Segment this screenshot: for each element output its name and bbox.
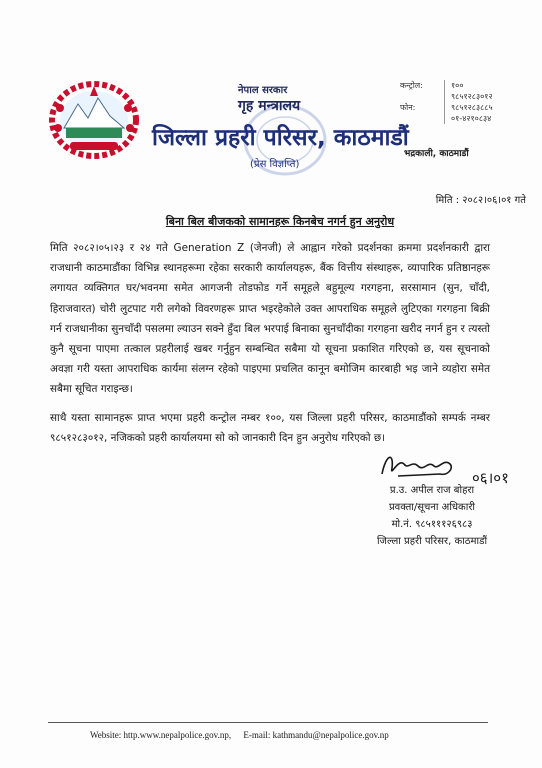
footer-website: Website: http.www.nepalpolice.gov.np,: [90, 730, 232, 740]
office-name-heading: जिल्ला प्रहरी परिसर, काठमाडौं: [152, 125, 409, 151]
control-number: १००: [451, 81, 464, 90]
body-paragraph-1: मिति २०८२।०५।२३ र २४ गते Generation Z (जेनजी) ले आह्वान गरेको प्रदर्शनका क्रममा प्रदर्शनकारी द्वारा राजधानी काठमाडौंका विभिन्न स्थानहरूमा रहेका सरकारी कार्यालयहरू, बैंक वित्तीय संस्थाहरू, व्यापारिक प्रतिष्ठानहरू लगायत व्यक्तिगत घर/भवनमा समेत आगजनी तोडफोड गर्ने समूहले बहुमूल्य गरगहना, सरसामान (सुन, चाँदी, हिराजवारत) चोरी लुटपाट गरी लगेको विवरणहरू प्राप्त भइरहेकोले उक्त आपराधिक समूहले लुटिएका गरगहना बिक्री गर्न राजधानीका सुनचाँदी पसलमा ल्याउन सक्ने हुँदा बिल भरपाई बिनाका सुनचाँदीका गरगहना खरीद नगर्न हुन र त्यस्तो कुनै सूचना पाएमा तत्काल प्रहरीलाई खबर गर्नुहुन सम्बन्धित सबैमा यो सूचना प्रकाशित गरिएको छ, यस सूचनाको अवज्ञा गरी यस्ता आपराधिक कार्यमा संलग्न रहेको पाइएमा प्रचलित कानून बमोजिम कारबाही भइ जाने व्यहोरा समेत सबैमा सूचित गराइन्छ।: [50, 242, 490, 396]
signatory-title: प्रवक्ता/सूचना अधिकारी: [388, 502, 476, 513]
signatory-name: प्र.उ. अपील राज बोहरा: [389, 485, 475, 496]
footer-email: E-mail: kathmandu@nepalpolice.gov.np: [243, 730, 389, 740]
control-label: कन्ट्रोल:: [400, 81, 423, 90]
nepal-emblem-icon: [48, 78, 140, 160]
signatory-block: [352, 452, 512, 550]
subject-heading: बिना बिल बीजकको सामानहरू किनबेच नगर्न हुन अनुरोध: [165, 215, 395, 228]
contact-block: [400, 80, 530, 124]
footer: [90, 730, 490, 740]
body-paragraph-2: साथै यस्ता सामानहरू प्राप्त भएमा प्रहरी कन्ट्रोल नम्बर १००, यस जिल्ला प्रहरी परिसर, काठमाडौंको सम्पर्क नम्बर ९८५१२८३०१२, नजिकको प्रहरी कार्यालयमा सो को जानकारी दिन हुन अनुरोध गरिएको छ।: [50, 411, 490, 444]
signatory-mobile: मो.नं. ९८५१११२६९८३: [391, 519, 473, 530]
government-label: नेपाल सरकार: [238, 85, 288, 96]
signatory-office: जिल्ला प्रहरी परिसर, काठमाडौं: [376, 536, 488, 547]
phone-number-2: ०१-४२१०८३४: [451, 114, 492, 123]
handwritten-date: ०६।०१: [472, 469, 509, 487]
office-location: भद्रकाली, काठमाडौं: [404, 149, 469, 159]
document-date: मिति : २०८२।०६।०१ गते: [435, 195, 526, 206]
phone-number-1: ९८५१२८३८८५: [451, 103, 493, 112]
phone-label: फोन:: [400, 103, 416, 112]
press-release-label: (प्रेस विज्ञप्ति): [250, 159, 300, 170]
ministry-label: गृह मन्त्रालय: [238, 98, 301, 114]
footer-divider: [48, 722, 488, 723]
control-number-2: ९८५१२८३०१२: [451, 92, 493, 101]
body-text: [50, 238, 490, 456]
